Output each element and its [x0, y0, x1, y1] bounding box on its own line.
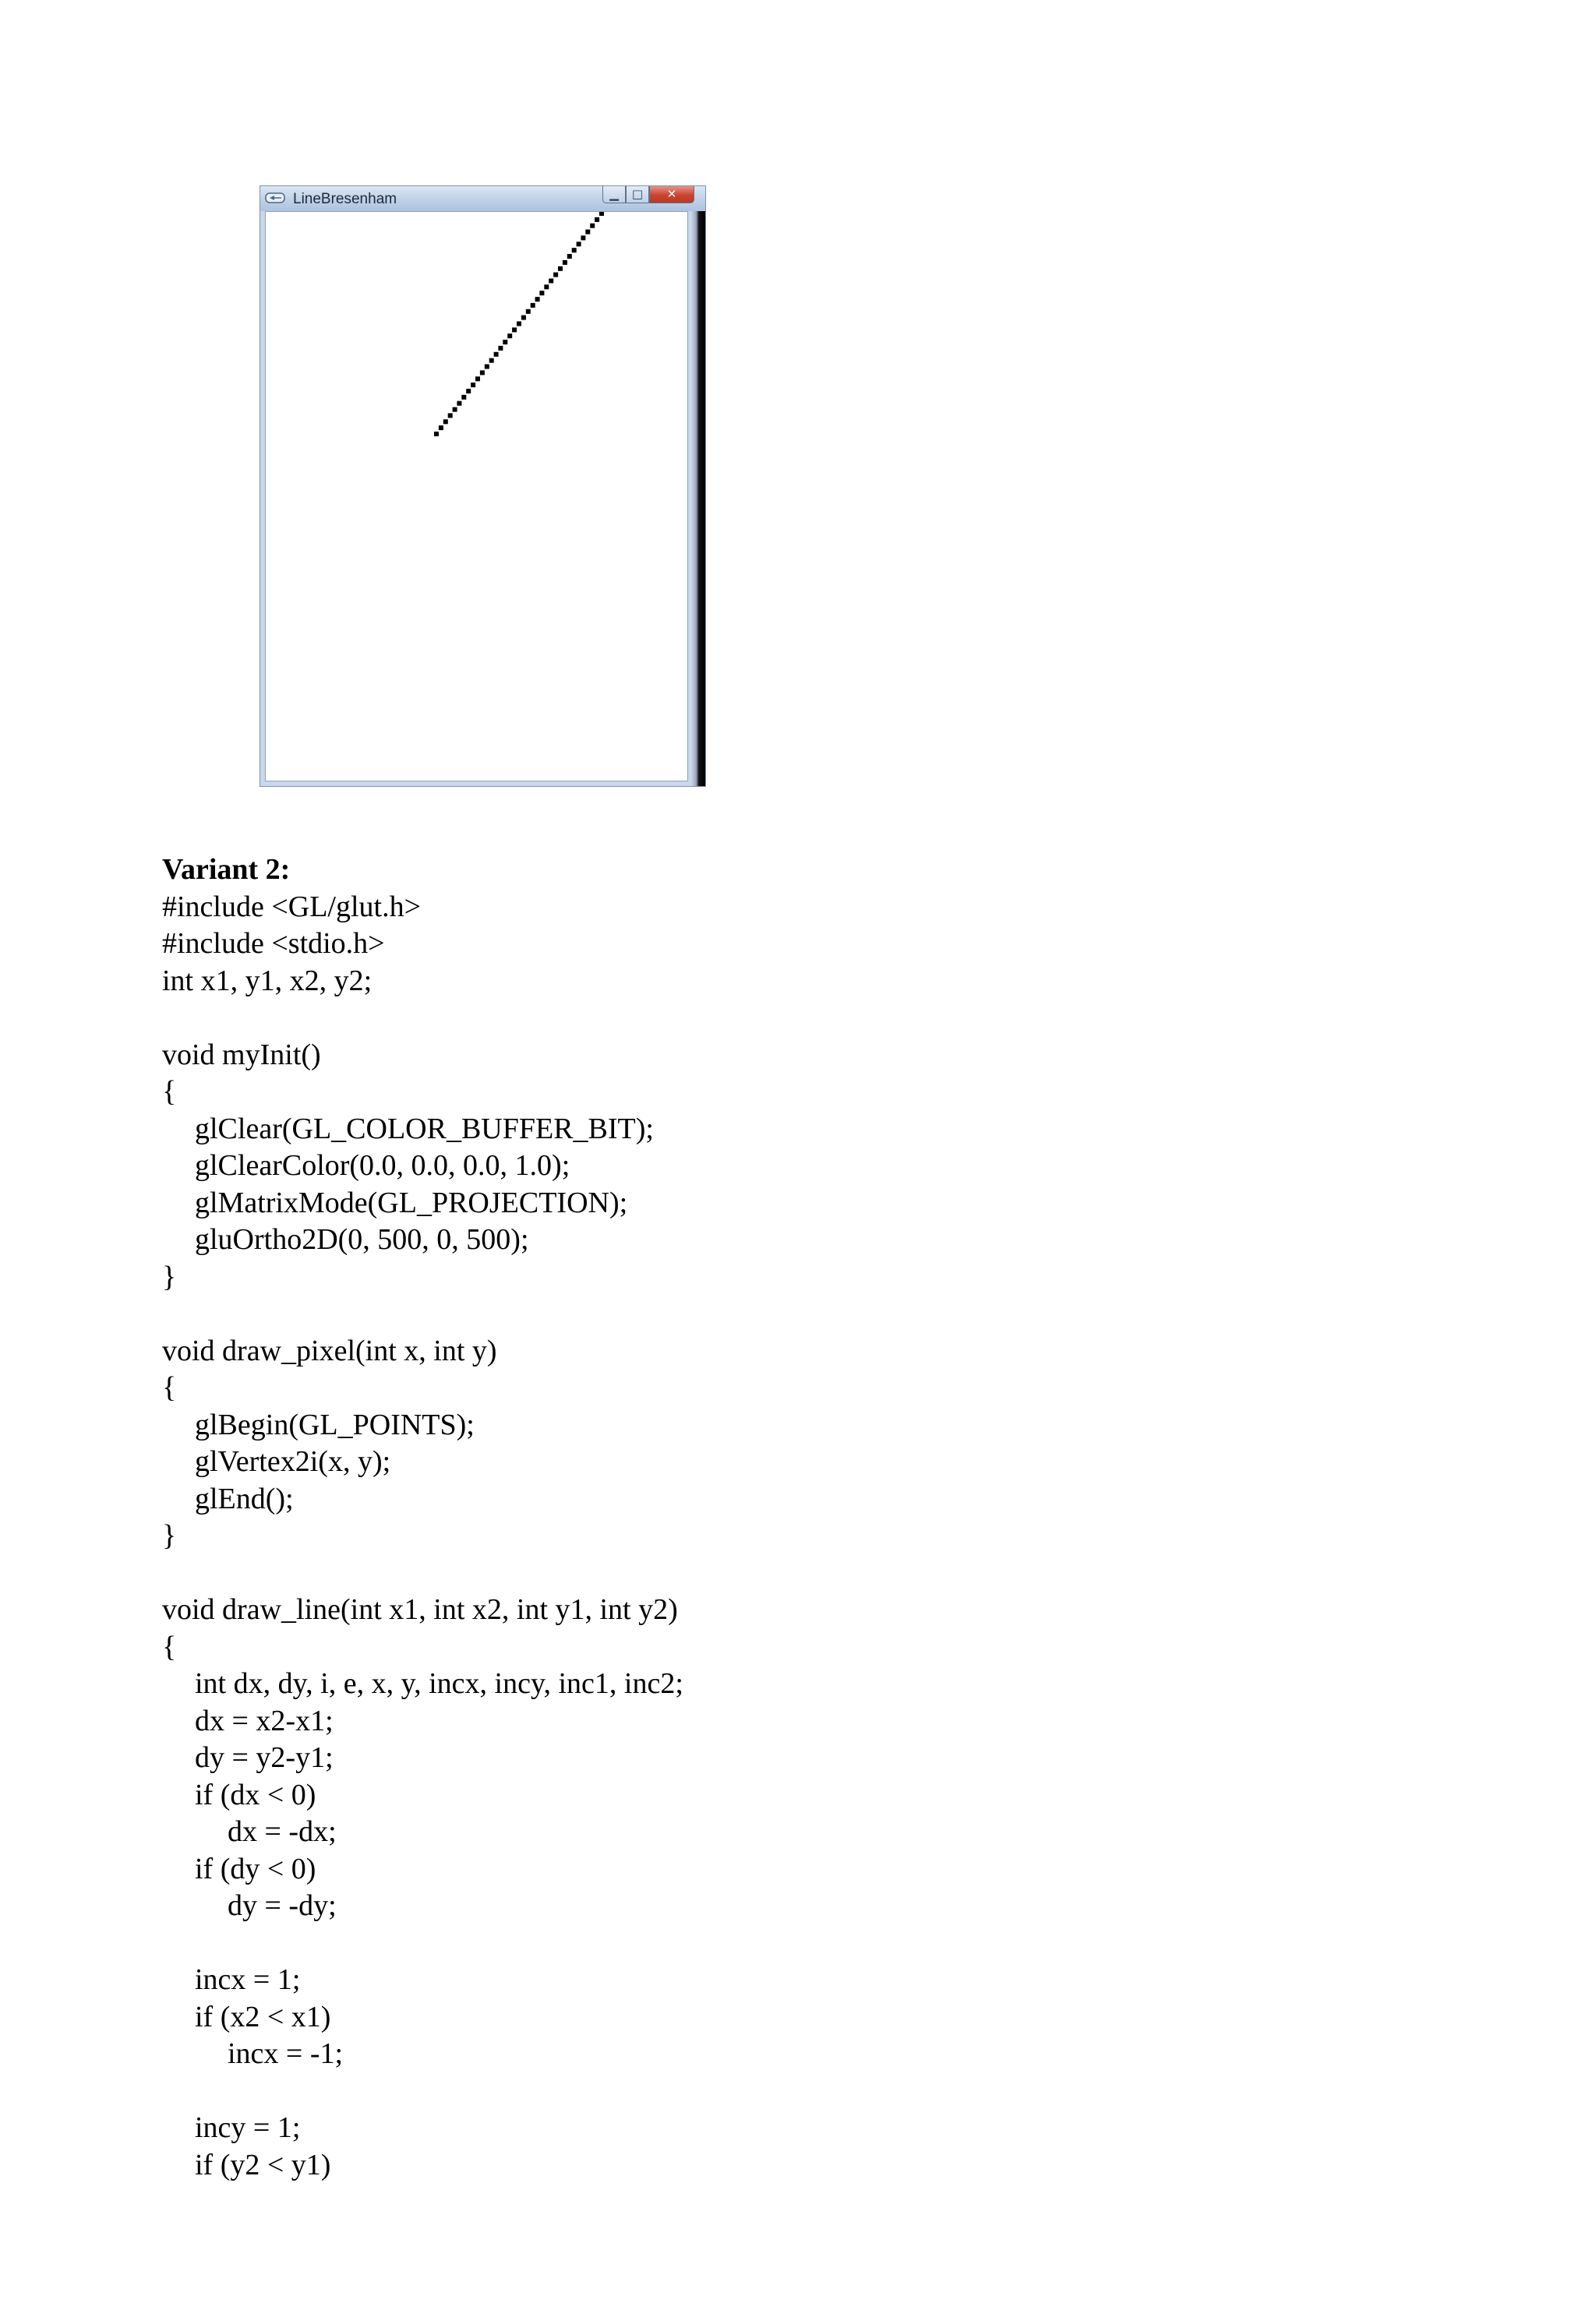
- maximize-button[interactable]: [626, 186, 649, 203]
- code-line: gluOrtho2D(0, 500, 0, 500);: [195, 1223, 529, 1256]
- window-edge: [691, 211, 705, 786]
- code-line: incx = -1;: [228, 2037, 344, 2070]
- code-line: incx = 1;: [195, 1963, 301, 1996]
- code-line: glClear(GL_COLOR_BUFFER_BIT);: [195, 1112, 654, 1145]
- line-pixel: [539, 291, 544, 295]
- line-pixel: [498, 346, 503, 351]
- code-line: }: [162, 1260, 177, 1293]
- line-pixel: [585, 230, 590, 235]
- line-pixel: [577, 242, 581, 246]
- close-icon: ✕: [666, 187, 677, 201]
- close-button[interactable]: [649, 186, 694, 203]
- line-pixel: [599, 212, 604, 216]
- line-pixel: [553, 273, 558, 277]
- line-pixel: [507, 333, 512, 338]
- code-line: void draw_pixel(int x, int y): [162, 1334, 497, 1367]
- line-pixel: [512, 327, 517, 332]
- opengl-canvas[interactable]: [265, 211, 688, 781]
- code-line: [162, 1925, 1331, 1963]
- code-line: void draw_line(int x1, int x2, int y1, int y2): [162, 1593, 678, 1626]
- code-line: int x1, y1, x2, y2;: [162, 964, 373, 997]
- code-line: dx = -dx;: [228, 1815, 337, 1848]
- line-pixel: [563, 260, 567, 265]
- window-title: LineBresenham: [293, 191, 397, 207]
- line-pixel: [434, 432, 439, 436]
- line-pixel: [567, 254, 572, 259]
- code-line: if (x2 < x1): [195, 2000, 331, 2033]
- code-line: {: [162, 1075, 177, 1108]
- line-bresenham-window: [260, 185, 706, 787]
- line-pixel: [503, 340, 507, 344]
- code-line: {: [162, 1630, 177, 1663]
- minimize-icon: ▁: [609, 187, 619, 201]
- line-pixel: [485, 365, 489, 369]
- code-line: if (dx < 0): [195, 1778, 316, 1811]
- line-pixel: [558, 266, 563, 271]
- maximize-icon: □: [631, 187, 644, 201]
- app-window-icon: [265, 192, 285, 203]
- code-listing: [162, 889, 1331, 2185]
- line-pixel: [494, 352, 499, 357]
- code-line: dy = -dy;: [228, 1889, 337, 1922]
- code-line: void myInit(): [162, 1038, 321, 1071]
- code-line: if (y2 < y1): [195, 2148, 331, 2181]
- line-pixel: [457, 401, 461, 406]
- line-pixel: [531, 303, 535, 308]
- line-pixel: [595, 217, 599, 222]
- bresenham-line-drawing: [266, 212, 687, 781]
- code-line: dx = x2-x1;: [195, 1704, 334, 1737]
- document-body: [162, 852, 1331, 2184]
- line-pixel: [475, 376, 480, 381]
- line-pixel: [480, 370, 485, 375]
- code-line: glEnd();: [195, 1482, 294, 1515]
- line-pixel: [521, 316, 526, 320]
- minimize-button[interactable]: [602, 186, 626, 203]
- line-pixel: [439, 425, 443, 430]
- code-line: glVertex2i(x, y);: [195, 1445, 391, 1478]
- code-line: #include <GL/glut.h>: [162, 890, 422, 923]
- window-titlebar[interactable]: [260, 186, 705, 211]
- code-line: if (dy < 0): [195, 1852, 316, 1885]
- line-pixel: [453, 407, 457, 412]
- line-pixel: [471, 383, 475, 387]
- code-line: }: [162, 1519, 177, 1552]
- line-pixel: [590, 224, 595, 228]
- code-line: [162, 1296, 1331, 1333]
- line-pixel: [443, 419, 448, 424]
- section-heading: Variant 2:: [162, 853, 291, 886]
- line-pixel: [448, 413, 453, 418]
- code-line: [162, 2073, 1331, 2111]
- code-line: int dx, dy, i, e, x, y, incx, incy, inc1, inc2;: [195, 1667, 683, 1700]
- line-pixel: [572, 248, 577, 252]
- line-pixel: [466, 389, 471, 393]
- line-pixel: [489, 358, 494, 363]
- window-controls: [602, 186, 694, 203]
- line-pixel: [544, 284, 549, 289]
- code-line: glClearColor(0.0, 0.0, 0.0, 1.0);: [195, 1149, 570, 1182]
- code-line: glMatrixMode(GL_PROJECTION);: [195, 1186, 628, 1219]
- line-pixel: [549, 279, 553, 284]
- code-line: #include <stdio.h>: [162, 927, 385, 960]
- code-line: glBegin(GL_POINTS);: [195, 1408, 475, 1441]
- line-pixel: [526, 309, 531, 314]
- code-line: {: [162, 1371, 177, 1404]
- code-line: dy = y2-y1;: [195, 1741, 334, 1774]
- line-pixel: [581, 235, 585, 240]
- code-line: incy = 1;: [195, 2111, 301, 2144]
- code-line: [162, 1000, 1331, 1037]
- line-pixel: [535, 297, 540, 302]
- line-pixel: [517, 322, 521, 326]
- line-pixel: [461, 395, 466, 400]
- code-line: [162, 1555, 1331, 1592]
